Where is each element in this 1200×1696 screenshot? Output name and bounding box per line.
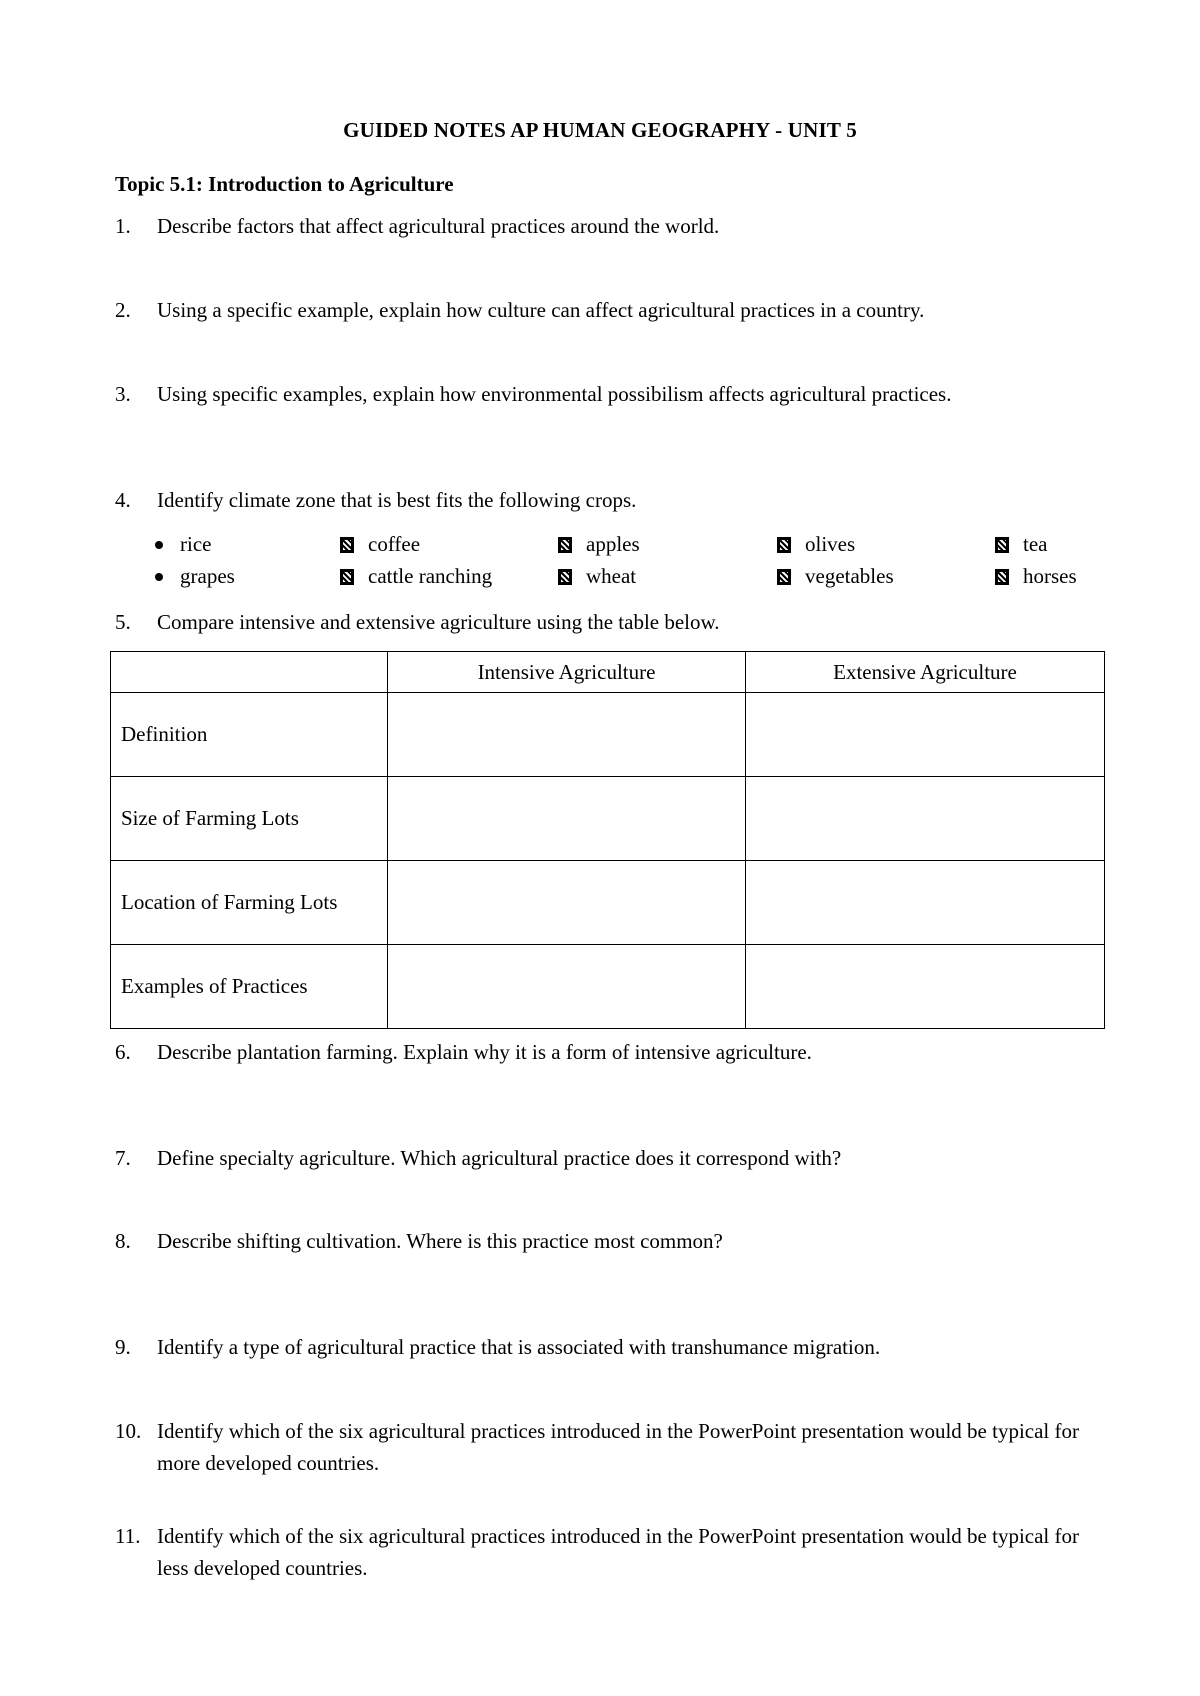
table-row	[111, 861, 1105, 945]
answer-cell[interactable]	[746, 777, 1105, 861]
question-10	[115, 1415, 1105, 1479]
question-9	[115, 1331, 1105, 1363]
missing-glyph-icon	[340, 537, 354, 553]
question-3	[115, 378, 1105, 410]
question-number: 11.	[115, 1524, 141, 1548]
answer-cell[interactable]	[388, 693, 746, 777]
answer-cell[interactable]	[388, 861, 746, 945]
crop-item: wheat	[556, 560, 636, 592]
missing-glyph-icon	[558, 537, 572, 553]
question-text: Identify which of the six agricultural practices introduced in the PowerPoint presentation would be typical for more developed countries.	[157, 1419, 1079, 1475]
answer-cell[interactable]	[746, 861, 1105, 945]
missing-glyph-icon	[558, 569, 572, 585]
question-number: 7.	[115, 1146, 131, 1170]
crop-item: rice	[150, 528, 211, 560]
bullet-icon	[155, 573, 163, 581]
table-header-cell: Extensive Agriculture	[746, 652, 1105, 693]
bullet-icon	[155, 541, 163, 549]
question-text: Using specific examples, explain how environmental possibilism affects agricultural practices.	[157, 382, 952, 406]
question-number: 8.	[115, 1229, 131, 1253]
question-text: Identify climate zone that is best fits the following crops.	[157, 488, 637, 512]
question-text: Identify a type of agricultural practice that is associated with transhumance migration.	[157, 1335, 881, 1359]
question-text: Identify which of the six agricultural practices introduced in the PowerPoint presentation would be typical for less developed countries.	[157, 1524, 1079, 1580]
crop-item: horses	[993, 560, 1077, 592]
question-text: Define specialty agriculture. Which agricultural practice does it correspond with?	[157, 1146, 842, 1170]
question-4	[115, 484, 1105, 516]
question-2	[115, 294, 1105, 326]
question-1	[115, 210, 1105, 242]
crop-item: tea	[993, 528, 1047, 560]
question-text: Compare intensive and extensive agriculture using the table below.	[157, 610, 720, 634]
crop-item: olives	[775, 528, 855, 560]
question-number: 4.	[115, 488, 131, 512]
page-title: GUIDED NOTES AP HUMAN GEOGRAPHY - UNIT 5	[343, 118, 857, 142]
answer-cell[interactable]	[388, 945, 746, 1029]
crop-item: coffee	[338, 528, 420, 560]
question-text: Describe shifting cultivation. Where is this practice most common?	[157, 1229, 723, 1253]
question-8	[115, 1225, 1105, 1257]
question-number: 2.	[115, 298, 131, 322]
question-text: Using a specific example, explain how culture can affect agricultural practices in a country.	[157, 298, 925, 322]
missing-glyph-icon	[995, 569, 1009, 585]
missing-glyph-icon	[340, 569, 354, 585]
crop-item: apples	[556, 528, 640, 560]
question-number: 5.	[115, 610, 131, 634]
table-header-row	[111, 652, 1105, 693]
crop-list	[150, 528, 1110, 596]
comparison-table	[110, 651, 1105, 1029]
question-number: 1.	[115, 214, 131, 238]
answer-cell[interactable]	[746, 945, 1105, 1029]
row-label: Location of Farming Lots	[111, 861, 388, 945]
question-text: Describe plantation farming. Explain why it is a form of intensive agriculture.	[157, 1040, 812, 1064]
table-row	[111, 777, 1105, 861]
table-row	[111, 945, 1105, 1029]
question-7	[115, 1142, 1105, 1174]
row-label: Definition	[111, 693, 388, 777]
crop-item: grapes	[150, 560, 235, 592]
missing-glyph-icon	[777, 569, 791, 585]
row-label: Examples of Practices	[111, 945, 388, 1029]
table-row	[111, 693, 1105, 777]
question-6	[115, 1036, 1105, 1068]
crop-item: cattle ranching	[338, 560, 492, 592]
crop-item: vegetables	[775, 560, 894, 592]
table-header-cell: Intensive Agriculture	[388, 652, 746, 693]
table-header-cell	[111, 652, 388, 693]
question-number: 3.	[115, 382, 131, 406]
question-11	[115, 1520, 1105, 1584]
answer-cell[interactable]	[388, 777, 746, 861]
question-text: Describe factors that affect agricultural practices around the world.	[157, 214, 720, 238]
question-number: 10.	[115, 1419, 142, 1443]
missing-glyph-icon	[995, 537, 1009, 553]
question-number: 6.	[115, 1040, 131, 1064]
question-5	[115, 606, 1105, 638]
topic-heading: Topic 5.1: Introduction to Agriculture	[115, 172, 454, 196]
row-label: Size of Farming Lots	[111, 777, 388, 861]
question-number: 9.	[115, 1335, 131, 1359]
missing-glyph-icon	[777, 537, 791, 553]
answer-cell[interactable]	[746, 693, 1105, 777]
